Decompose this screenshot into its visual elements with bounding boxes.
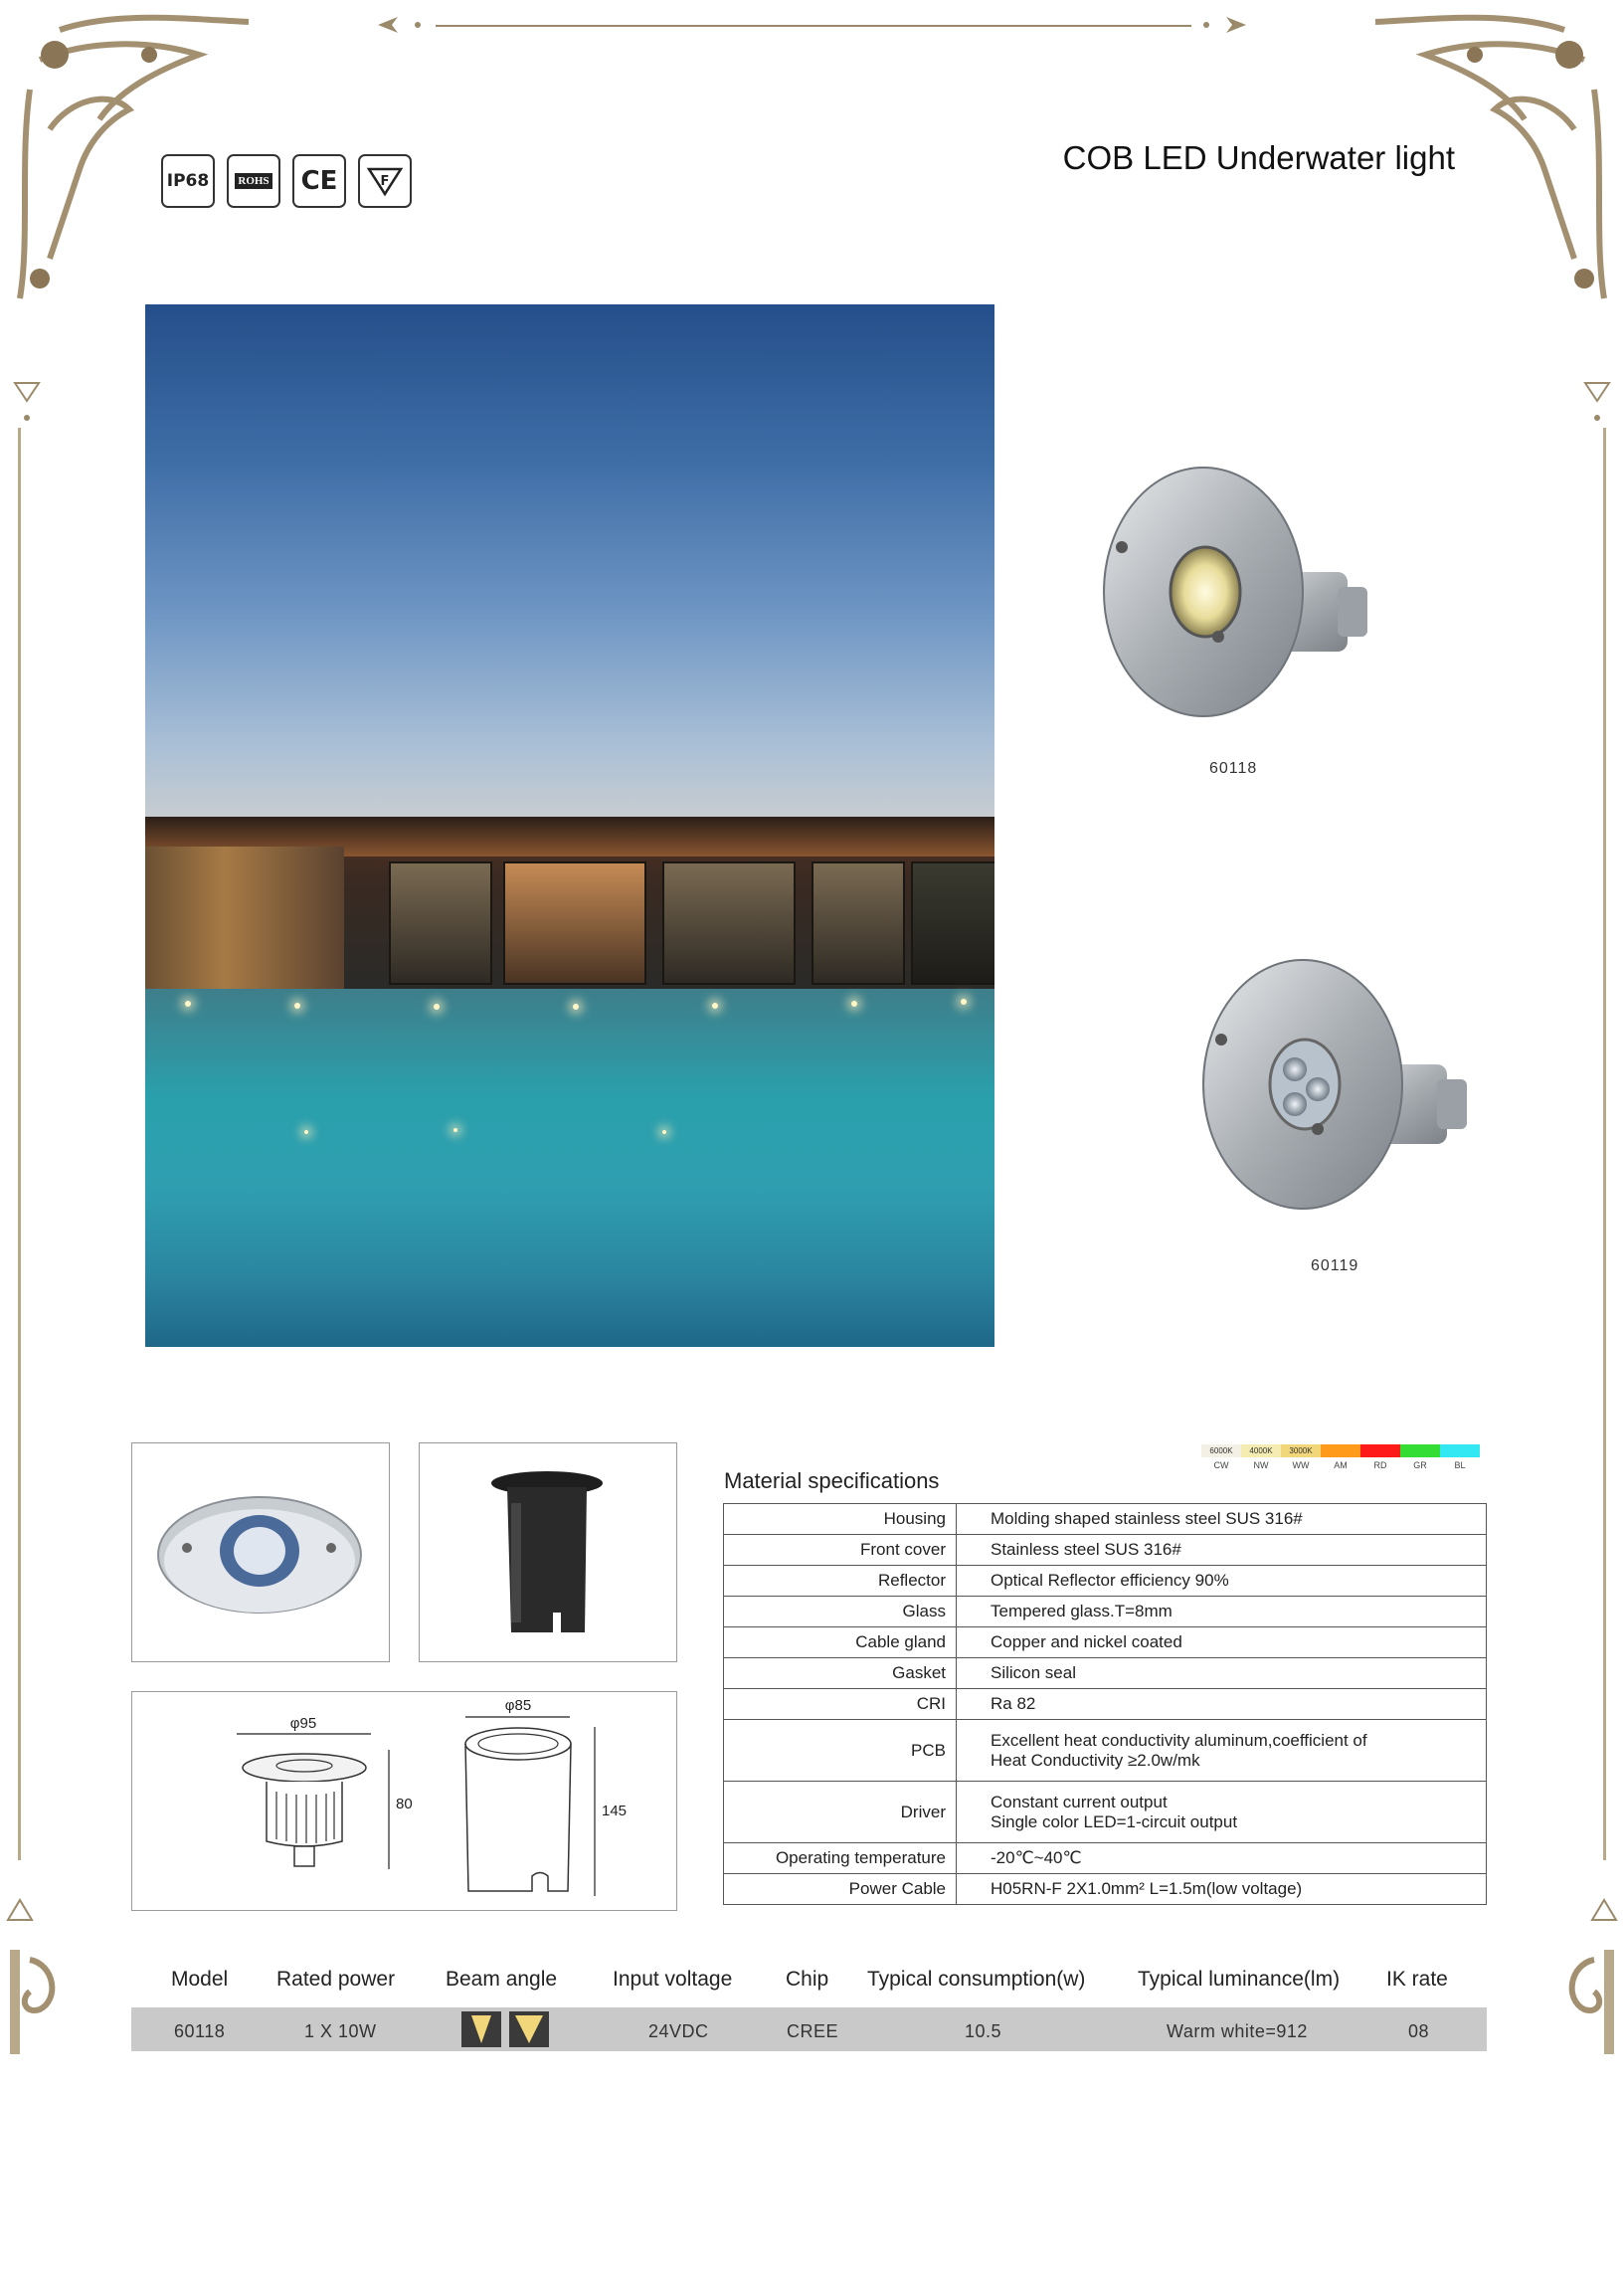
table-row: PCB Excellent heat conductivity aluminum,coefficient of Heat Conductivity ≥2.0w/mk xyxy=(724,1720,1487,1782)
fixture-height-label: 80 xyxy=(396,1796,413,1812)
f-mark-icon xyxy=(358,154,412,208)
header-ik-rate: IK rate xyxy=(1386,1968,1448,1991)
top-rule xyxy=(436,25,1191,27)
top-right-ornament xyxy=(1186,0,1624,428)
header-typical-luminance: Typical luminance(lm) xyxy=(1138,1968,1341,1991)
fixture-diameter-label: φ95 xyxy=(289,1715,317,1732)
sleeve-height-label: 145 xyxy=(602,1803,628,1819)
certification-badges xyxy=(161,154,412,208)
table-row: CRI Ra 82 xyxy=(724,1689,1487,1720)
header-typical-consumption: Typical consumption(w) xyxy=(867,1968,1086,1991)
table-row: Gasket Silicon seal xyxy=(724,1658,1487,1689)
bottom-right-ornament xyxy=(1554,1880,1624,2054)
svg-text:F: F xyxy=(380,174,390,189)
cell-model: 60118 xyxy=(174,2021,226,2041)
ip68-badge-icon: IP68 xyxy=(161,154,215,208)
header-beam-angle: Beam angle xyxy=(446,1968,558,1991)
product-60118-image xyxy=(1084,463,1382,726)
rohs-badge-icon: ROHS xyxy=(227,154,280,208)
cell-luminance: Warm white=912 xyxy=(1167,2021,1308,2041)
table-row: Glass Tempered glass.T=8mm xyxy=(724,1597,1487,1627)
header-rated-power: Rated power xyxy=(276,1968,396,1991)
cell-ik-rate: 08 xyxy=(1408,2021,1430,2041)
ce-mark-icon: CE xyxy=(292,154,346,208)
product-60118-label: 60118 xyxy=(1209,760,1258,777)
header-chip: Chip xyxy=(786,1968,829,1991)
page-title: COB LED Underwater light xyxy=(1062,139,1455,176)
header-model: Model xyxy=(171,1968,229,1991)
color-chip-gr: GR xyxy=(1400,1444,1440,1470)
color-chip-cw: 6000K CW xyxy=(1201,1444,1241,1470)
color-temperature-legend xyxy=(1201,1444,1480,1470)
table-row: Housing Molding shaped stainless steel SUS 316# xyxy=(724,1504,1487,1535)
specs-table xyxy=(723,1503,1487,1905)
right-rule xyxy=(1603,428,1606,1860)
sleeve-view-box xyxy=(419,1442,677,1662)
product-60119-image xyxy=(1183,955,1482,1219)
pool-photo xyxy=(145,304,994,1347)
table-row: Power Cable H05RN-F 2X1.0mm² L=1.5m(low voltage) xyxy=(724,1874,1487,1905)
table-row: Reflector Optical Reflector efficiency 90% xyxy=(724,1566,1487,1597)
color-chip-am: AM xyxy=(1321,1444,1360,1470)
product-60119-label: 60119 xyxy=(1311,1257,1359,1274)
color-chip-rd: RD xyxy=(1360,1444,1400,1470)
front-view-box xyxy=(131,1442,390,1662)
left-rule xyxy=(18,428,21,1860)
table-row: Operating temperature -20℃~40℃ xyxy=(724,1843,1487,1874)
cell-consumption: 10.5 xyxy=(965,2021,1002,2041)
table-row: Cable gland Copper and nickel coated xyxy=(724,1627,1487,1658)
color-chip-ww: 3000K WW xyxy=(1281,1444,1321,1470)
dimension-drawing-box xyxy=(131,1691,677,1911)
table-row: Driver Constant current output Single color LED=1-circuit output xyxy=(724,1782,1487,1843)
color-chip-nw: 4000K NW xyxy=(1241,1444,1281,1470)
bottom-left-ornament xyxy=(0,1880,70,2054)
cell-input-voltage: 24VDC xyxy=(648,2021,709,2041)
specs-title: Material specifications xyxy=(724,1468,940,1493)
sleeve-diameter-label: φ85 xyxy=(504,1697,532,1714)
beam-angle-icon xyxy=(461,2007,551,2051)
color-chip-bl: BL xyxy=(1440,1444,1480,1470)
table-row: Front cover Stainless steel SUS 316# xyxy=(724,1535,1487,1566)
cell-chip: CREE xyxy=(787,2021,839,2041)
header-input-voltage: Input voltage xyxy=(613,1968,733,1991)
cell-rated-power: 1 X 10W xyxy=(304,2021,377,2041)
